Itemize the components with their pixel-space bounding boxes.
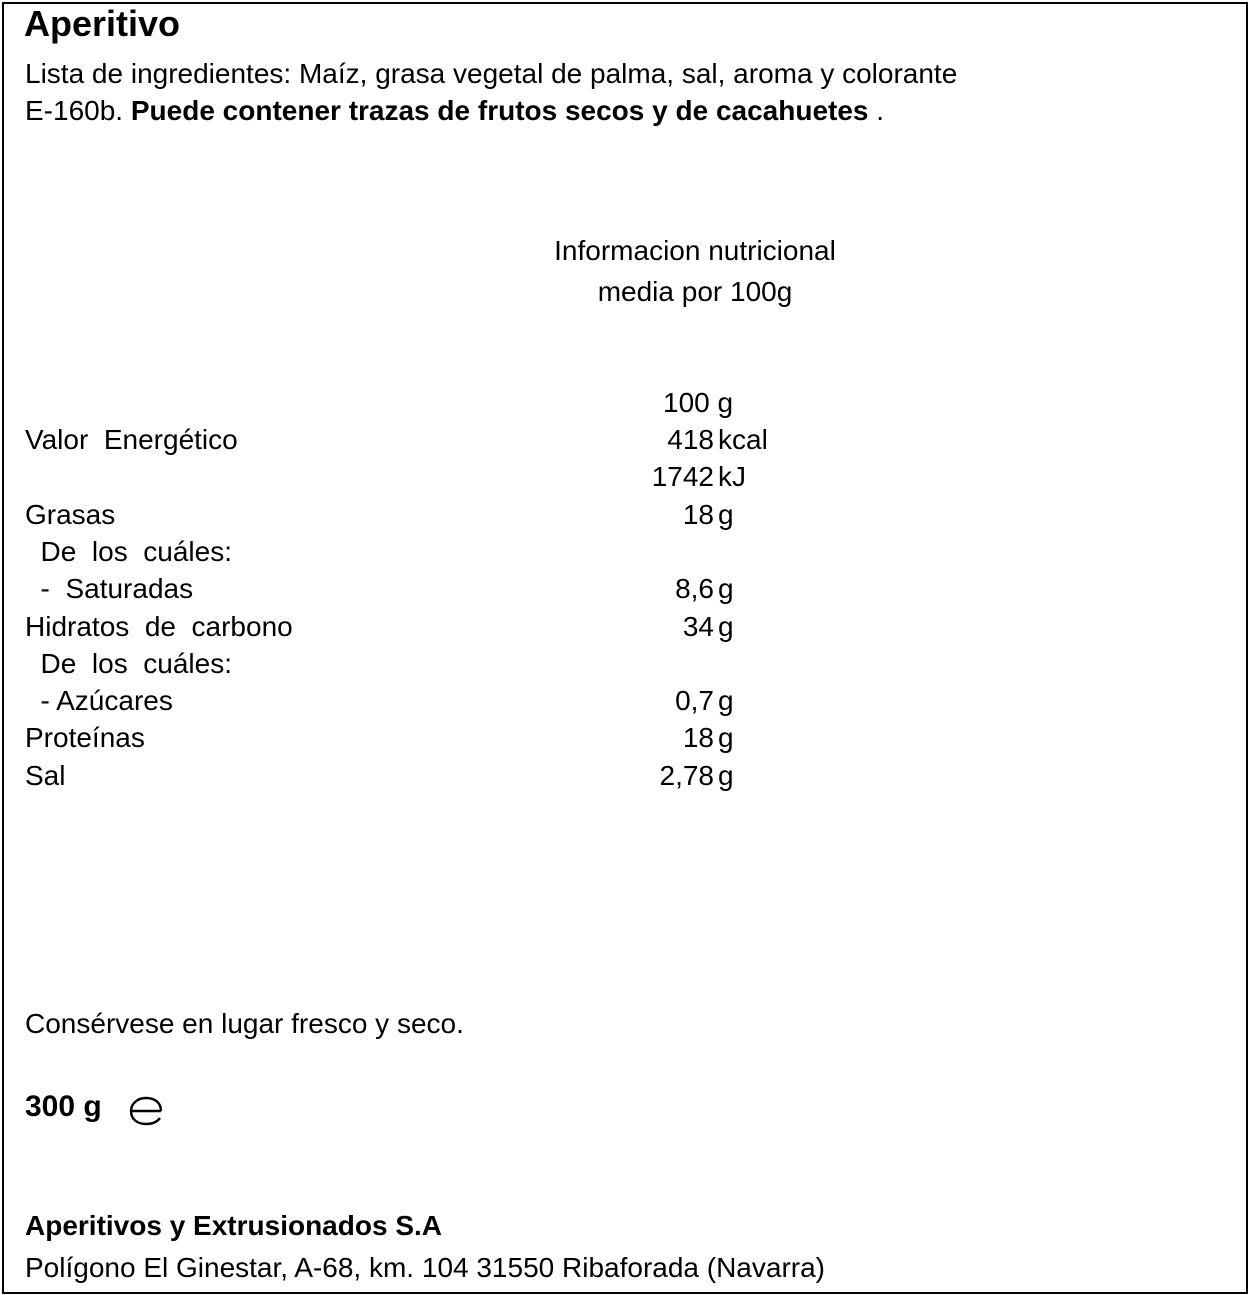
ingredients-line-2	[25, 97, 884, 125]
nutrient-unit: g	[718, 685, 734, 716]
nutrition-subheading: media por 100g	[597, 276, 793, 307]
nutrient-label: - Azúcares	[25, 685, 173, 716]
ingredients-line-1: Lista de ingredientes: Maíz, grasa vegetal de palma, sal, aroma y colorante	[25, 58, 958, 89]
nutrient-label: Hidratos de carbono	[25, 611, 293, 642]
nutrient-value: 34	[682, 611, 714, 642]
company-name: Aperitivos y Extrusionados S.A	[25, 1210, 442, 1241]
nutrient-label: Grasas	[25, 499, 116, 530]
nutrient-value: 18	[682, 722, 714, 753]
nutrient-value: 18	[682, 499, 714, 530]
column-header: 100 g	[663, 387, 734, 418]
nutrient-label: Sal	[25, 760, 66, 791]
nutrient-label: Valor Energético	[25, 424, 238, 455]
nutrient-unit: kcal	[718, 424, 768, 455]
company-address: Polígono El Ginestar, A-68, km. 104 31550 Ribaforada (Navarra)	[25, 1252, 825, 1283]
nutrient-unit: g	[718, 573, 734, 604]
nutrient-unit: g	[718, 722, 734, 753]
nutrient-unit: g	[718, 611, 734, 642]
nutrient-unit: kJ	[718, 461, 746, 492]
product-title: Aperitivo	[24, 3, 181, 44]
allergen-warning: Puede contener trazas de frutos secos y de cacahuetes	[130, 95, 869, 126]
nutrient-value: 8,6	[675, 573, 714, 604]
e-mark-icon	[128, 1096, 164, 1126]
nutrient-unit: g	[718, 499, 734, 530]
ingredients-end: .	[868, 95, 885, 126]
net-weight: 300 g	[25, 1090, 102, 1123]
nutrient-label: - Saturadas	[25, 573, 194, 604]
nutrient-label: De los cuáles:	[25, 648, 232, 679]
nutrient-unit: g	[718, 760, 734, 791]
nutrient-label: De los cuáles:	[25, 536, 232, 567]
nutrient-value: 418	[667, 424, 714, 455]
ingredients-code: E-160b.	[25, 95, 131, 126]
nutrient-label: Proteínas	[25, 722, 145, 753]
nutrient-value: 0,7	[675, 685, 714, 716]
nutrient-value: 1742	[651, 461, 714, 492]
nutrient-value: 2,78	[659, 760, 714, 791]
storage-instructions: Consérvese en lugar fresco y seco.	[25, 1008, 464, 1039]
nutrition-heading: Informacion nutricional	[554, 235, 836, 266]
